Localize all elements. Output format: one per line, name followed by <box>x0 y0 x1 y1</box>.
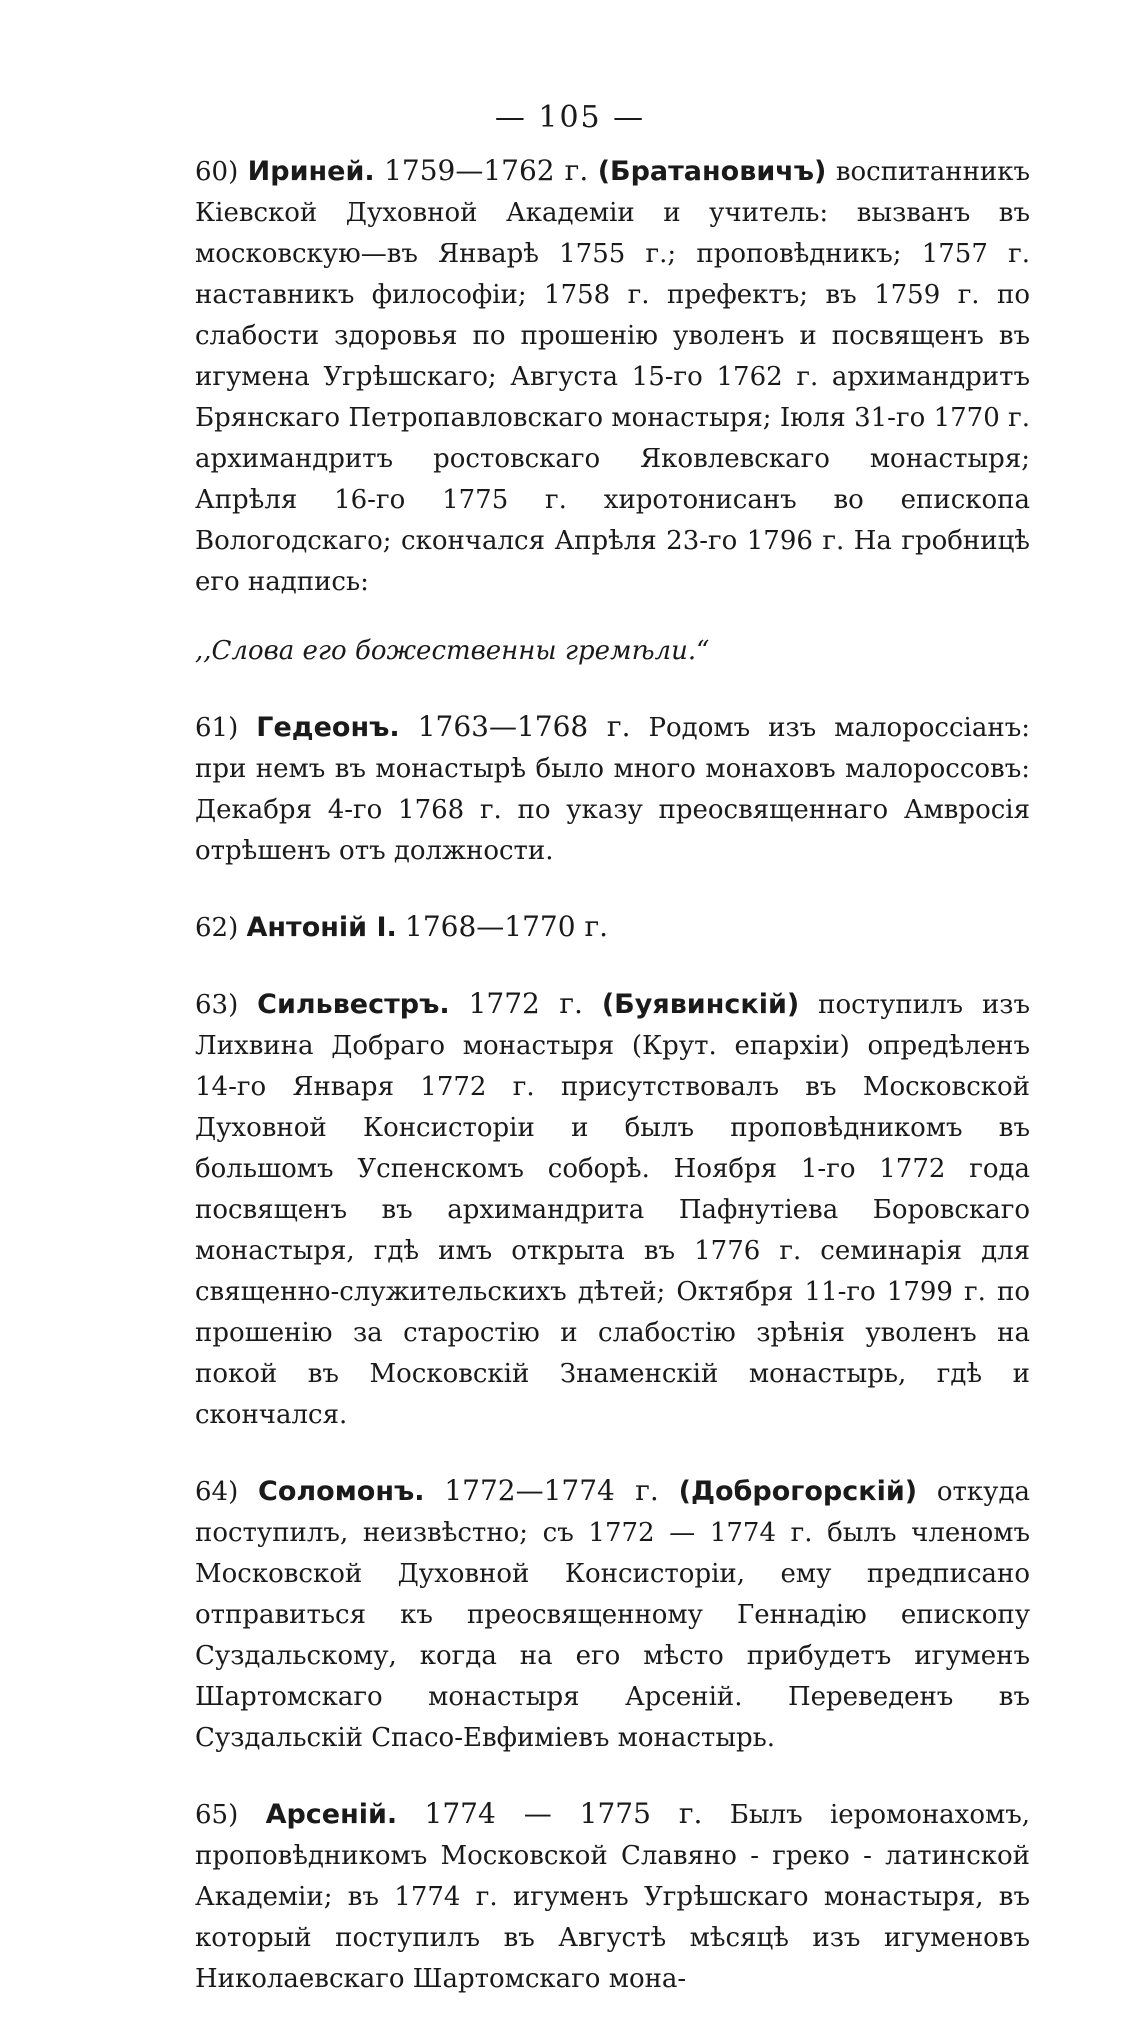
entry-number: 63) <box>195 990 239 1020</box>
entry-name: Гедеонъ. <box>256 712 400 743</box>
entry-years: 1763—1768 г. <box>417 710 631 743</box>
entry-name: Антонiй I. <box>246 912 397 943</box>
entry-name: Соломонъ. <box>258 1476 425 1507</box>
entry-name: Сильвестръ. <box>257 989 450 1020</box>
entry-years: 1768—1770 г. <box>405 910 609 943</box>
entry-years: 1772 г. <box>468 987 583 1020</box>
entry-body: поступилъ изъ Лихвина Добраго монастыря (Крут. епархiи) опредѣленъ 14-го Января 1772 г. присутствовалъ въ Московской Духовной Консисторiи и былъ проповѣдникомъ въ большомъ Успенскомъ соборѣ. Ноября 1-го 1772 года посвященъ въ архимандрита Пафнутiева Боровскаго монастыря, гдѣ имъ открыта въ 1776 г. семинарiя для священно-служительскихъ дѣтей; Октября 11-го 1799 г. по прошенiю за старостiю и слабостiю зрѣнiя уволенъ на покой въ Московскiй Знаменскiй монастырь, гдѣ и скончался. <box>195 990 1031 1430</box>
entry-years: 1774 — 1775 г. <box>424 1797 703 1830</box>
page-number: — 105 — <box>494 100 646 135</box>
entry-62 <box>195 906 1030 949</box>
entry-surname: (Доброгорскiй) <box>678 1476 918 1507</box>
entry-63 <box>195 983 1030 1436</box>
entry-years: 1759—1762 г. <box>384 154 589 187</box>
entry-64 <box>195 1470 1030 1759</box>
entry-61 <box>195 706 1030 872</box>
entry-surname: (Буявинскiй) <box>601 989 800 1020</box>
entry-body: откуда поступилъ, неизвѣстно; съ 1772 — 1774 г. былъ членомъ Московской Духовной Консисторiи, ему предписано отправиться къ преосвященному Геннадiю епископу Суздальскому, когда на его мѣсто прибудетъ игуменъ Шартомскаго монастыря Арсенiй. Переведенъ въ Суздальскiй Спасо-Евфимiевъ монастырь. <box>195 1477 1030 1753</box>
entry-number: 60) <box>195 157 239 187</box>
entry-name: Арсенiй. <box>265 1799 398 1830</box>
page-body <box>195 150 1030 2034</box>
entry-number: 62) <box>195 913 239 943</box>
entry-65 <box>195 1793 1030 2000</box>
entry-60-epitaph: ,,Слова его божественны гремѣли.“ <box>195 636 710 666</box>
entry-years: 1772—1774 г. <box>444 1474 659 1507</box>
entry-number: 61) <box>195 713 239 743</box>
entry-body: воспитанникъ Кiевской Духовной Академiи и учитель: вызванъ въ московскую—въ Январѣ 1755 г.; проповѣдникъ; 1757 г. наставникъ философiи; 1758 г. префектъ; въ 1759 г. по слабости здоровья по прошенiю уволенъ и посвященъ въ игумена Угрѣшскаго; Августа 15-го 1762 г. архимандритъ Брянскаго Петропавловскаго монастыря; Iюля 31-го 1770 г. архимандритъ ростовскаго Яковлевскаго монастыря; Апрѣля 16-го 1775 г. хиротонисанъ во епископа Вологодскаго; скончался Апрѣля 23-го 1796 г. На гробницѣ его надпись: <box>195 157 1031 597</box>
entry-name: Иринeй. <box>247 156 375 187</box>
entry-surname: (Братановичъ) <box>597 156 827 187</box>
entry-body: Былъ iеромонахомъ, проповѣдникомъ Московской Славяно - греко - латинской Академiи; въ 1774 г. игуменъ Угрѣшскаго монастыря, въ который поступилъ въ Августѣ мѣсяцѣ изъ игуменовъ Николаевскаго Шартомскаго мона- <box>195 1800 1031 1994</box>
entry-60 <box>195 150 1030 603</box>
entry-body: Родомъ изъ малороссiанъ: при немъ въ монастырѣ было много монаховъ малороссовъ: Декабря 4-го 1768 г. по указу преосвященнаго Амвросiя отрѣшенъ отъ должности. <box>195 713 1031 866</box>
entry-number: 65) <box>195 1800 239 1830</box>
entry-number: 64) <box>195 1477 239 1507</box>
